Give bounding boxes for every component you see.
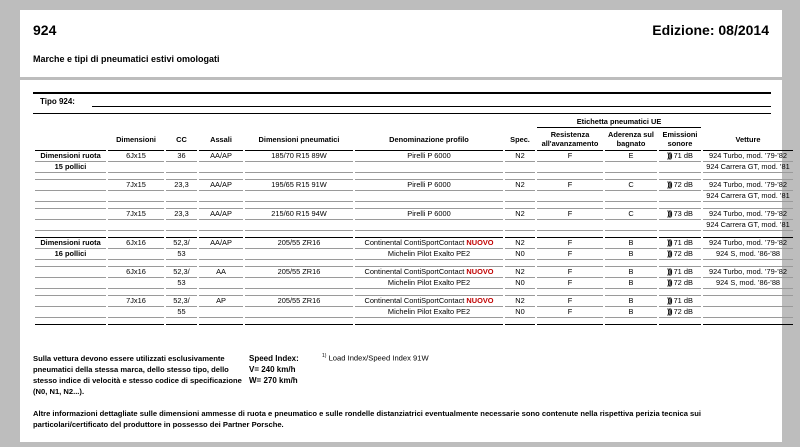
- cell-brand: [355, 307, 503, 318]
- tire-table: [33, 116, 795, 325]
- new-badge: NUOVO: [466, 296, 494, 305]
- cell-assali: AP: [199, 296, 243, 307]
- cell-assali: AA/AP: [199, 180, 243, 191]
- cell-car: 924 Turbo, mod. ’79-’82: [703, 267, 793, 278]
- sound-waves-icon: ))): [667, 307, 672, 316]
- cell-brand: [355, 249, 503, 260]
- col-dim-pneumatici: Dimensioni pneumatici: [245, 128, 353, 151]
- cell-ader: B: [605, 238, 657, 249]
- col-etichetta: Etichetta pneumatici UE: [537, 116, 701, 128]
- cell-brand: [355, 191, 503, 202]
- cell-noise: [659, 296, 701, 307]
- cell-dim: [108, 278, 164, 289]
- cell-noise: [659, 209, 701, 220]
- cell-brand: [355, 267, 503, 278]
- cell-brand: [355, 209, 503, 220]
- cell-brand: [355, 238, 503, 249]
- cell-brand: [355, 180, 503, 191]
- cell-cc: 52,3/: [166, 267, 197, 278]
- cell-spec: N0: [505, 278, 535, 289]
- cell-cc: [166, 162, 197, 173]
- cell-ader: E: [605, 151, 657, 162]
- profile-name: Continental ContiSportContact: [364, 238, 465, 247]
- col-aderenza: Aderenza sul bagnato: [605, 128, 657, 151]
- cell-res: F: [537, 209, 603, 220]
- col-denominazione: Denominazione profilo: [355, 128, 503, 151]
- noise-value: 72 dB: [673, 307, 693, 316]
- new-badge: NUOVO: [466, 238, 494, 247]
- cell-tire: [245, 162, 353, 173]
- new-badge: NUOVO: [466, 267, 494, 276]
- footnote-marker: 1): [322, 353, 327, 359]
- cell-assali: [199, 162, 243, 173]
- cell-spec: [505, 191, 535, 202]
- cell-tire: [245, 191, 353, 202]
- cell-noise: [659, 278, 701, 289]
- cell-noise: [659, 249, 701, 260]
- spacer-row: [35, 231, 793, 238]
- cell-tire: 205/55 ZR16: [245, 296, 353, 307]
- cell-noise: [659, 238, 701, 249]
- cell-brand: [355, 278, 503, 289]
- table-row: [35, 238, 793, 249]
- speed-index-title: Speed Index:: [249, 354, 299, 363]
- cell-cc: 52,3/: [166, 238, 197, 249]
- table-row: [35, 209, 793, 220]
- cell-noise: [659, 191, 701, 202]
- cell-dim: 6Jx16: [108, 238, 164, 249]
- table-row: [35, 307, 793, 318]
- cell-cc: [166, 220, 197, 231]
- sound-waves-icon: ))): [667, 267, 672, 276]
- wheel-size-label: [35, 307, 106, 318]
- cell-res: F: [537, 307, 603, 318]
- cell-car: 924 Turbo, mod. ’79-’82: [703, 180, 793, 191]
- cell-ader: [605, 220, 657, 231]
- noise-value: 72 dB: [673, 249, 693, 258]
- cell-brand: [355, 151, 503, 162]
- sound-waves-icon: ))): [667, 209, 672, 218]
- cell-ader: C: [605, 180, 657, 191]
- table-rule: [33, 113, 771, 114]
- cell-noise: [659, 151, 701, 162]
- cell-tire: 195/65 R15 91W: [245, 180, 353, 191]
- cell-dim: [108, 307, 164, 318]
- table-row: [35, 151, 793, 162]
- sound-waves-icon: ))): [667, 249, 672, 258]
- cell-res: [537, 191, 603, 202]
- cell-tire: [245, 249, 353, 260]
- cell-res: F: [537, 151, 603, 162]
- cell-cc: 36: [166, 151, 197, 162]
- table-top-rule: [33, 92, 771, 94]
- col-resistenza: Resistenza all'avanzamento: [537, 128, 603, 151]
- cell-cc: 53: [166, 249, 197, 260]
- cell-cc: [166, 191, 197, 202]
- noise-value: 71 dB: [673, 238, 693, 247]
- table-row: [35, 180, 793, 191]
- cell-assali: [199, 278, 243, 289]
- cell-car: [703, 307, 793, 318]
- cell-res: F: [537, 249, 603, 260]
- cell-res: F: [537, 296, 603, 307]
- load-index-note: [322, 353, 429, 363]
- cell-cc: 55: [166, 307, 197, 318]
- cell-tire: 215/60 R15 94W: [245, 209, 353, 220]
- cell-spec: N2: [505, 180, 535, 191]
- cell-tire: 205/55 ZR16: [245, 238, 353, 249]
- wheel-size-label: [35, 191, 106, 202]
- profile-name: Pirelli P 6000: [407, 151, 451, 160]
- sound-waves-icon: ))): [667, 151, 672, 160]
- table-row: [35, 267, 793, 278]
- noise-value: 71 dB: [673, 267, 693, 276]
- cell-dim: 6Jx16: [108, 267, 164, 278]
- document-subtitle: Marche e tipi di pneumatici estivi omologati: [33, 54, 220, 64]
- cell-spec: N2: [505, 296, 535, 307]
- cell-ader: B: [605, 296, 657, 307]
- model-title: 924: [33, 22, 57, 38]
- cell-tire: 185/70 R15 89W: [245, 151, 353, 162]
- cell-car: 924 Turbo, mod. ’79-’82: [703, 238, 793, 249]
- cell-spec: N2: [505, 209, 535, 220]
- wheel-size-label: Dimensioni ruota: [35, 151, 106, 162]
- cell-cc: 53: [166, 278, 197, 289]
- speed-index-w: W= 270 km/h: [249, 376, 298, 385]
- wheel-size-label: Dimensioni ruota: [35, 238, 106, 249]
- cell-res: [537, 220, 603, 231]
- noise-value: 72 dB: [673, 278, 693, 287]
- cell-spec: N2: [505, 267, 535, 278]
- cell-res: F: [537, 238, 603, 249]
- cell-ader: B: [605, 267, 657, 278]
- col-vetture: Vetture: [703, 128, 793, 151]
- cell-tire: [245, 307, 353, 318]
- cell-brand: [355, 162, 503, 173]
- spacer-row: [35, 260, 793, 267]
- cell-ader: B: [605, 307, 657, 318]
- col-assali: Assali: [199, 128, 243, 151]
- cell-res: F: [537, 278, 603, 289]
- header-divider: [20, 77, 782, 80]
- speed-index-box: [249, 353, 299, 386]
- cell-dim: 6Jx15: [108, 151, 164, 162]
- wheel-size-label: [35, 267, 106, 278]
- cell-assali: AA/AP: [199, 151, 243, 162]
- profile-name: Pirelli P 6000: [407, 209, 451, 218]
- cell-dim: [108, 249, 164, 260]
- col-spec: Spec.: [505, 128, 535, 151]
- cell-spec: N0: [505, 249, 535, 260]
- usage-note: Sulla vettura devono essere utilizzati esclusivamente pneumatici della stessa marca, dello stesso tipo, dello stesso indice di velocità e stesso codice di specificazione (N0, N1, N2...).: [33, 354, 242, 396]
- cell-noise: [659, 220, 701, 231]
- wheel-size-label: 15 pollici: [35, 162, 106, 173]
- table-row: [35, 191, 793, 202]
- cell-assali: AA/AP: [199, 209, 243, 220]
- cell-dim: [108, 162, 164, 173]
- cell-spec: N2: [505, 151, 535, 162]
- table-row: [35, 162, 793, 173]
- wheel-size-label: [35, 180, 106, 191]
- spacer-row: [35, 173, 793, 180]
- cell-ader: [605, 162, 657, 173]
- cell-noise: [659, 180, 701, 191]
- table-end-row: [35, 318, 793, 325]
- cell-brand: [355, 220, 503, 231]
- wheel-size-label: [35, 209, 106, 220]
- sound-waves-icon: ))): [667, 238, 672, 247]
- cell-spec: [505, 220, 535, 231]
- profile-name: Pirelli P 6000: [407, 180, 451, 189]
- cell-dim: 7Jx15: [108, 180, 164, 191]
- sound-waves-icon: ))): [667, 180, 672, 189]
- cell-dim: 7Jx16: [108, 296, 164, 307]
- edition-label: Edizione: 08/2014: [652, 22, 769, 38]
- speed-index-v: V= 240 km/h: [249, 365, 296, 374]
- table-row: [35, 249, 793, 260]
- profile-name: Michelin Pilot Exalto PE2: [387, 249, 471, 258]
- cell-ader: B: [605, 278, 657, 289]
- cell-ader: C: [605, 209, 657, 220]
- cell-assali: AA: [199, 267, 243, 278]
- col-dimensioni: Dimensioni: [108, 128, 164, 151]
- cell-car: 924 Carrera GT, mod. ’81: [703, 162, 793, 173]
- document-sheet: [20, 10, 790, 442]
- cell-res: [537, 162, 603, 173]
- cell-noise: [659, 162, 701, 173]
- cell-tire: [245, 220, 353, 231]
- cell-assali: [199, 220, 243, 231]
- cell-tire: [245, 278, 353, 289]
- cell-noise: [659, 307, 701, 318]
- wheel-size-label: [35, 296, 106, 307]
- cell-brand: [355, 296, 503, 307]
- noise-value: 71 dB: [673, 296, 693, 305]
- cell-car: [703, 296, 793, 307]
- cell-ader: [605, 191, 657, 202]
- cell-cc: 23,3: [166, 180, 197, 191]
- tipo-label: Tipo 924:: [40, 97, 75, 106]
- col-cc: CC: [166, 128, 197, 151]
- cell-cc: 52,3/: [166, 296, 197, 307]
- cell-car: 924 Carrera GT, mod. ’81: [703, 191, 793, 202]
- cell-tire: 205/55 ZR16: [245, 267, 353, 278]
- load-index-text: Load Index/Speed Index 91W: [328, 353, 429, 363]
- cell-spec: [505, 162, 535, 173]
- profile-name: Michelin Pilot Exalto PE2: [387, 278, 471, 287]
- wheel-size-label: [35, 220, 106, 231]
- cell-ader: B: [605, 249, 657, 260]
- table-row: [35, 278, 793, 289]
- sound-waves-icon: ))): [667, 278, 672, 287]
- wheel-size-label: [35, 278, 106, 289]
- profile-name: Continental ContiSportContact: [364, 296, 465, 305]
- table-rule: [92, 106, 771, 107]
- cell-dim: [108, 220, 164, 231]
- cell-car: 924 S, mod. ’86-’88: [703, 278, 793, 289]
- cell-car: 924 Turbo, mod. ’79-’82: [703, 209, 793, 220]
- cell-res: F: [537, 180, 603, 191]
- cell-dim: [108, 191, 164, 202]
- spacer-row: [35, 289, 793, 296]
- cell-car: 924 S, mod. ’86-’88: [703, 249, 793, 260]
- cell-car: 924 Turbo, mod. ’79-’82: [703, 151, 793, 162]
- col-emissioni: Emissioni sonore: [659, 128, 701, 151]
- cell-assali: [199, 249, 243, 260]
- additional-info-note: Altre informazioni dettagliate sulle dimensioni ammesse di ruota e pneumatico e sulle rondelle distanziatrici eventualmente necessarie sono contenute nella rispettiva perizia tecnica sui particolari/certificato del produttore in possesso dei Partner Porsche.: [33, 409, 702, 429]
- profile-name: Continental ContiSportContact: [364, 267, 465, 276]
- cell-dim: 7Jx15: [108, 209, 164, 220]
- cell-noise: [659, 267, 701, 278]
- wheel-size-label: 16 pollici: [35, 249, 106, 260]
- cell-car: 924 Carrera GT, mod. ’81: [703, 220, 793, 231]
- cell-spec: N2: [505, 238, 535, 249]
- cell-spec: N0: [505, 307, 535, 318]
- table-row: [35, 220, 793, 231]
- noise-value: 71 dB: [673, 151, 693, 160]
- sound-waves-icon: ))): [667, 296, 672, 305]
- cell-cc: 23,3: [166, 209, 197, 220]
- cell-assali: [199, 191, 243, 202]
- noise-value: 72 dB: [673, 180, 693, 189]
- noise-value: 73 dB: [673, 209, 693, 218]
- cell-assali: AA/AP: [199, 238, 243, 249]
- profile-name: Michelin Pilot Exalto PE2: [387, 307, 471, 316]
- tire-table-body: [35, 151, 793, 325]
- spacer-row: [35, 202, 793, 209]
- cell-assali: [199, 307, 243, 318]
- table-row: [35, 296, 793, 307]
- cell-res: F: [537, 267, 603, 278]
